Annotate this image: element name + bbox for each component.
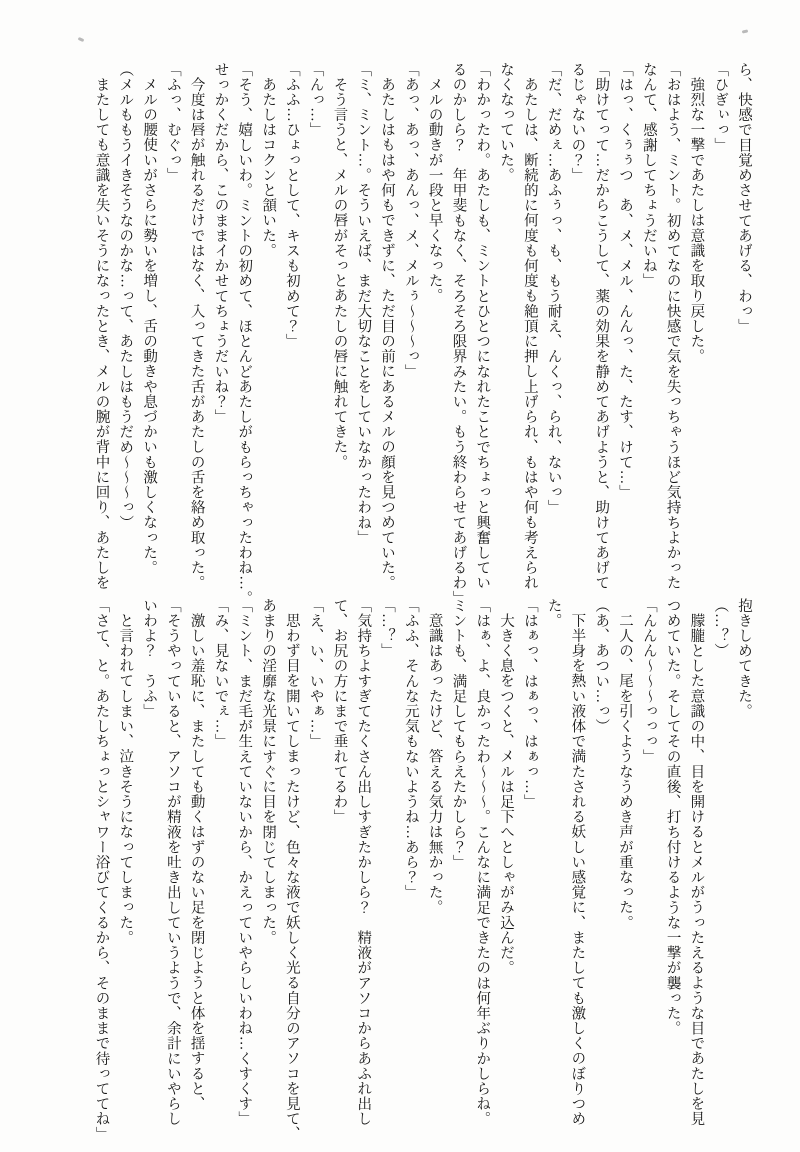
text-column: 二人の、尾を引くようなうめき声が重なった。	[617, 613, 634, 931]
text-column: 「あっ、あっ、あんっ、メ、メルぅ〜〜〜っ」	[402, 62, 419, 380]
text-column: 今度は唇が触れるだけではなく、入ってきた舌があたしの舌を絡め取った。	[188, 77, 205, 591]
text-column: 抱きしめてきた。	[736, 598, 752, 719]
text-column: 「ふふ、そんな元気もないようね…あら？」	[402, 598, 419, 900]
text-column: た。	[545, 598, 562, 629]
text-column: るじゃないの？」	[569, 62, 586, 183]
text-column: 「だ、だめぇ…あふぅっ、も、もう耐え、んくっ、られ、ないっ」	[545, 62, 562, 515]
text-column: 「はぁ、よ、良かったわ〜〜〜。こんなに満足できたのは何年ぶりかしらね。	[474, 598, 491, 1127]
text-column: メルの動きが一段と早くなった。	[426, 77, 443, 304]
text-column: て、お尻の方にまで垂れてるわ」	[331, 598, 348, 825]
text-column: そう言うと、メルの唇がそっとあたしの唇に触れてきた。	[331, 77, 348, 470]
text-column: 「気持ちよすぎてたくさん出しすぎたかしら？ 精液がアソコからあふれ出し	[355, 598, 372, 1127]
text-column: 「ミント、まだ毛が生えていないから、かえっていやらしいわね…くすくす」	[236, 598, 253, 1127]
text-column: あまりの淫靡な光景にすぐに目を閉じてしまった。	[260, 598, 277, 946]
text-column: あたしはもはや何もできずに、ただ目の前にあるメルの顔を見つめていた。	[379, 77, 396, 591]
text-column: あたしは、断続的に何度も何度も絶頂に押し上げられ、もはや何も考えられ	[521, 77, 538, 591]
text-column: 意識はあったけど、答える気力は無かった。	[426, 613, 443, 915]
text-column: （メルももうイきそうなのかな…って、あたしはもうだめ〜〜〜っ）	[117, 62, 134, 531]
text-column: 「そう、嬉しいわ。ミントの初めて、ほとんどあたしがもらっちゃったわね…。	[236, 62, 253, 606]
text-column: 「んっ…」	[307, 62, 324, 138]
text-column: 「はっ、くぅぅつ あ、メ、メル、んんっ、た、たす、けて…」	[617, 62, 634, 500]
text-column: なくなっていた。	[498, 62, 515, 183]
text-column: 「そうやっていると、アソコが精液を吐き出していうようで、余計にいやらし	[164, 598, 181, 1127]
text-column: 「さて、と。あたしちょっとシャワー浴びてくるから、そのままで待っててね」	[93, 598, 110, 1142]
text-column: またしても意識を失いそうになったとき、メルの腕が背中に回り、あたしを	[93, 77, 110, 591]
text-column: 「…？」	[379, 598, 396, 659]
text-column: と言われてしまい、泣きそうになってしまった。	[117, 613, 134, 946]
text-column: 強烈な一撃であたしは意識を取り戻した。	[688, 77, 705, 364]
text-column: 「ふっ、むぐっ」	[164, 62, 181, 183]
text-column: つめていた。そしてその直後、打ち付けるような一撃が襲った。	[664, 598, 681, 1036]
text-column: 「み、見ないでぇ…」	[212, 598, 229, 749]
text-column: あたしはコクンと頷いた。	[260, 77, 277, 259]
text-column: 朦朧とした意識の中、目を開けるとメルがうったえるような目であたしを見	[688, 613, 705, 1127]
top-text-block	[89, 62, 755, 606]
text-column: （…？）	[712, 598, 729, 659]
text-column: ら、快感で目覚めさせてあげる、わっ」	[736, 62, 752, 334]
text-column: 下半身を熱い液体で満たされる妖しい感覚に、またしても激しくのぼりつめ	[569, 613, 586, 1127]
text-column: なんて、感謝してちょうだいね」	[640, 62, 657, 289]
text-column: 「わかったわ。あたしも、ミントとひとつになれたことでちょっと興奮してい	[474, 62, 491, 591]
text-column: 「んんん〜〜〜っっっ」	[640, 598, 657, 765]
text-column: 激しい羞恥に、またしても動くはずのない足を閉じようと体を揺すると、	[188, 613, 205, 1112]
text-column: 「ミ、ミント…。そういえば、まだ大切なことをしていなかったわね」	[355, 62, 372, 546]
text-column: 大きく息をつくと、メルは足下へとしゃがみ込んだ。	[498, 613, 515, 976]
text-column: 「はぁっ、はぁっ、はぁっ…」	[521, 598, 538, 810]
text-column: るのかしら？ 年甲斐もなく、そろそろ限界みたい。もう終わらせてあげるわ」	[450, 62, 467, 606]
text-column: 「ひぎぃっ」	[712, 62, 729, 153]
scan-artifact-mark	[78, 37, 85, 42]
text-column: 「ふふ…ひょっとして、キスも初めて？」	[283, 62, 300, 349]
text-column: いわよ？ うふ」	[141, 598, 158, 719]
text-column: ミントも、満足してもらえたかしら？」	[450, 598, 467, 870]
text-column: 思わず目を開いてしまったけど、色々な液で妖しく光る自分のアソコを見て、	[283, 613, 300, 1142]
text-column: せっかくだから、このままイかせてちょうだいね？」	[212, 62, 229, 425]
text-column: 「助けてって…だからこうして、薬の効果を静めてあげようと、助けてあげて	[593, 62, 610, 591]
text-column: 「え、い、いやぁ…」	[307, 598, 324, 749]
scan-artifact-mark	[742, 29, 748, 33]
text-column: メルの腰使いがさらに勢いを増し、舌の動きや息づかいも激しくなった。	[141, 77, 158, 576]
text-column: （あ、あつい…っ）	[593, 598, 610, 734]
text-column: 「おはよう、ミント。初めてなのに快感で気を失っちゃうほど気持ちよかった	[664, 62, 681, 591]
bottom-text-block	[89, 598, 755, 1142]
